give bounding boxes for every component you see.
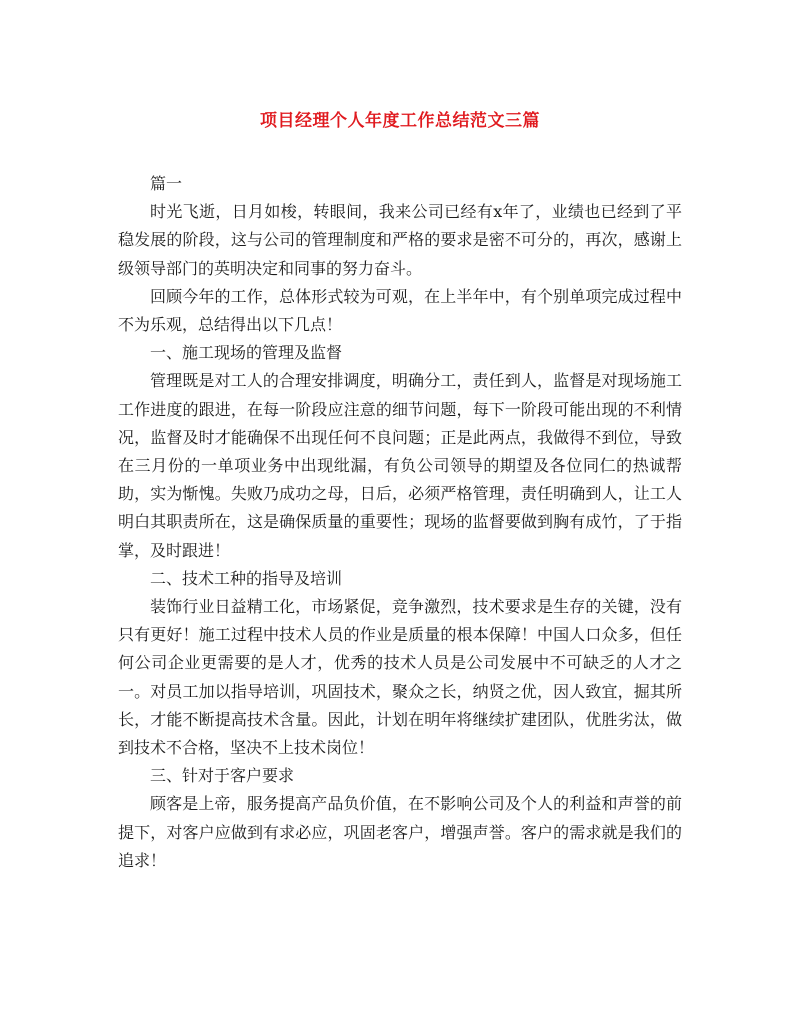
paragraph-technical-training: 装饰行业日益精工化，市场紧促，竞争激烈，技术要求是生存的关键，没有只有更好！施工过程中技术人员的作业是质量的根本保障！中国人口众多，但任何公司企业更需要的是人才，优秀的技术人员是公司发展中不可缺乏的人才之一。对员工加以指导培训，巩固技术，聚众之长，纳贤之优，因人致宜，掘其所长，才能不断提高技术含量。因此，计划在明年将继续扩建团队，优胜劣汰，做到技术不合格，坚决不上技术岗位！	[118, 597, 682, 758]
heading-technical-training: 二、技术工种的指导及培训	[150, 568, 343, 588]
section-label-part-one: 篇一	[150, 174, 183, 193]
paragraph-customer-requirements: 顾客是上帝，服务提高产品负价值，在不影响公司及个人的利益和声誉的前提下，对客户应做到有求必应，巩固老客户，增强声誉。客户的需求就是我们的追求！	[118, 794, 682, 870]
heading-site-management: 一、施工现场的管理及监督	[150, 343, 343, 363]
paragraph-site-management: 管理既是对工人的合理安排调度，明确分工，责任到人，监督是对现场施工工作进度的跟进，在每一阶段应注意的细节问题，每下一阶段可能出现的不利情况，监督及时才能确保不出现任何不良问题；正是此两点，我做得不到位，导致在三月份的一单项业务中出现纰漏，有负公司领导的期望及各位同仁的热诚帮助，实为惭愧。失败乃成功之母，日后，必须严格管理，责任明确到人，让工人明白其职责所在，这是确保质量的重要性；现场的监督要做到胸有成竹，了于指掌，及时跟进！	[118, 371, 682, 560]
document-title: 项目经理个人年度工作总结范文三篇	[260, 111, 540, 131]
heading-customer-requirements: 三、针对于客户要求	[150, 766, 295, 786]
paragraph-intro: 时光飞逝，日月如梭，转眼间，我来公司已经有x年了，业绩也已经到了平稳发展的阶段，这与公司的管理制度和严格的要求是密不可分的，再次，感谢上级领导部门的英明决定和同事的努力奋斗。	[118, 202, 682, 278]
document-body	[118, 170, 682, 875]
paragraph-review: 回顾今年的工作，总体形式较为可观，在上半年中，有个别单项完成过程中不为乐观，总结得出以下几点！	[118, 286, 682, 335]
